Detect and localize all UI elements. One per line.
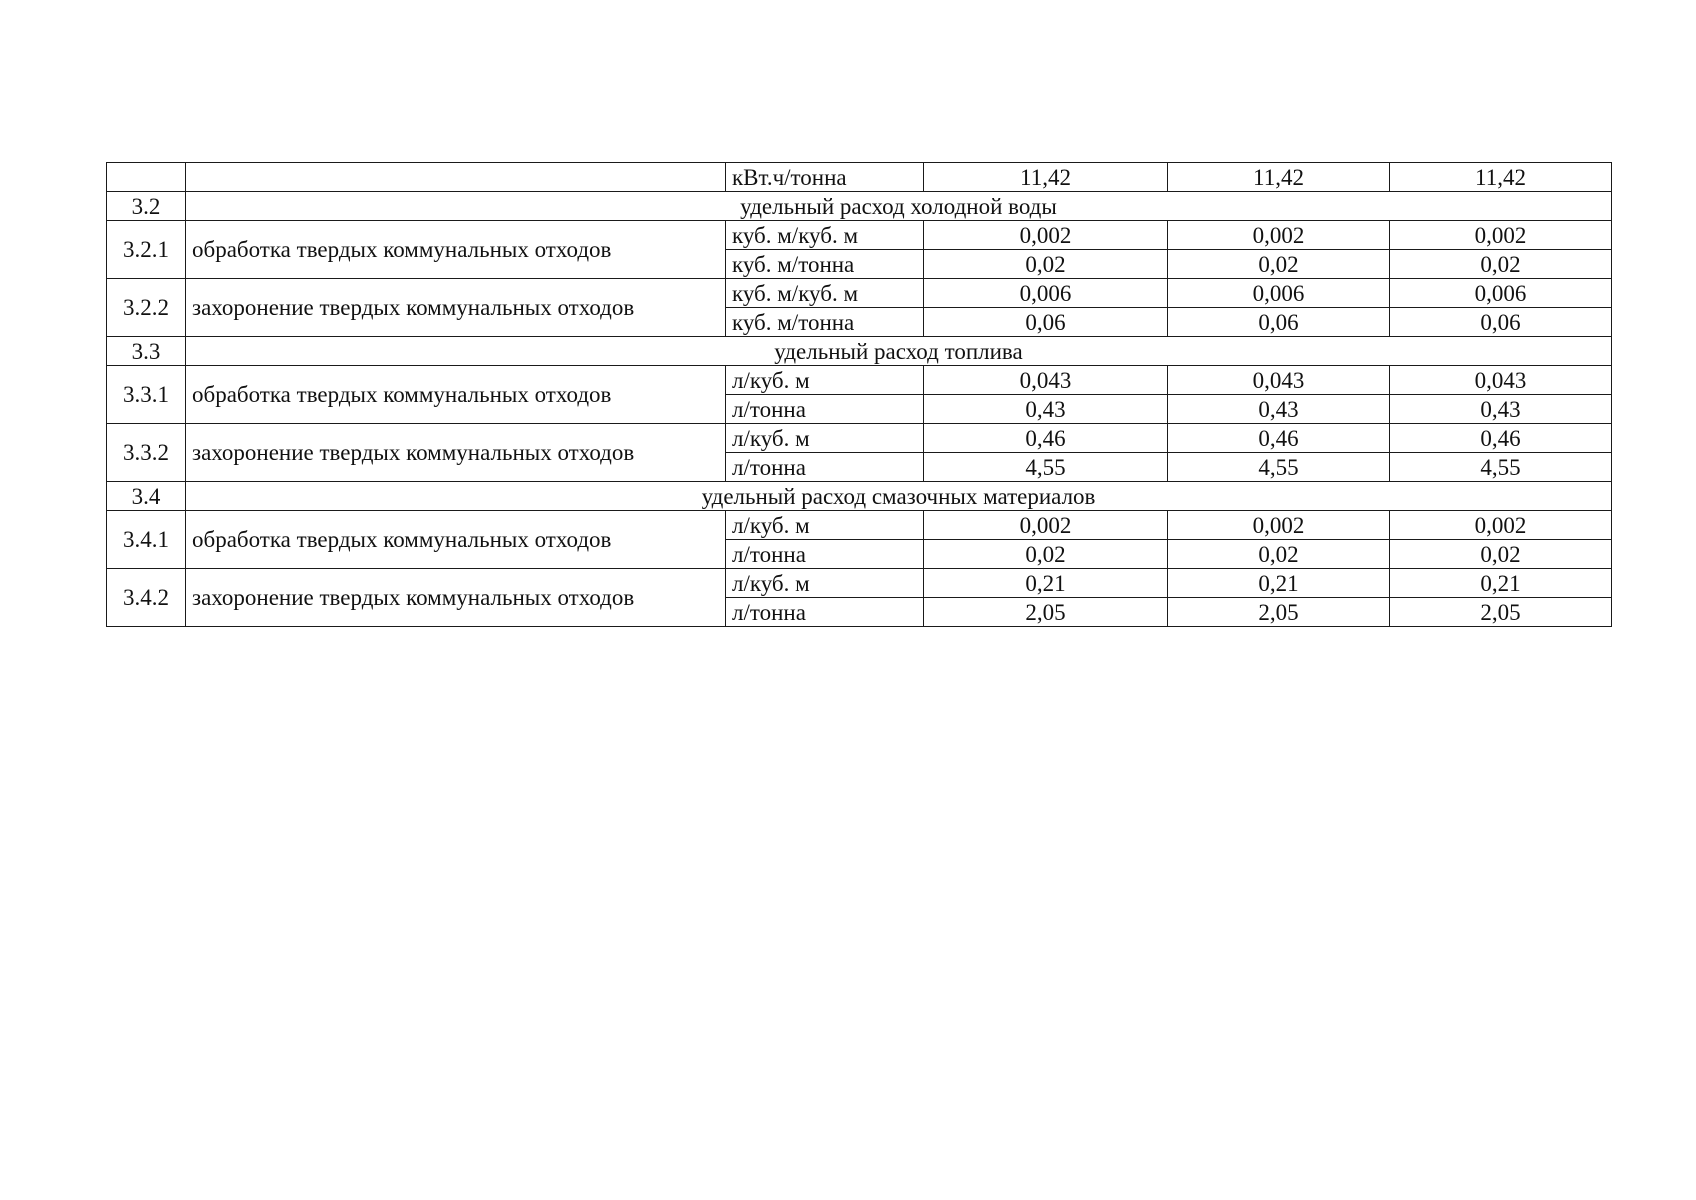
item-number: 3.3.1 [107,366,186,424]
value-cell: 0,006 [924,279,1168,308]
item-name: захоронение твердых коммунальных отходов [186,569,726,627]
value-cell: 0,02 [1390,250,1612,279]
value-cell: 0,002 [1168,511,1390,540]
section-title: удельный расход топлива [186,337,1612,366]
value-cell: 0,43 [924,395,1168,424]
section-number: 3.3 [107,337,186,366]
row-name-cell [186,163,726,192]
value-cell: 0,02 [1390,540,1612,569]
value-cell: 0,21 [1390,569,1612,598]
value-cell: 0,006 [1168,279,1390,308]
table-row [107,163,1612,192]
section-header-row [107,337,1612,366]
value-cell: 4,55 [1168,453,1390,482]
value-cell: 0,02 [924,540,1168,569]
norms-table-body [107,163,1612,627]
value-cell: 0,002 [924,221,1168,250]
unit-cell: куб. м/куб. м [726,221,924,250]
value-cell: 0,46 [924,424,1168,453]
section-header-row [107,482,1612,511]
unit-cell: л/тонна [726,598,924,627]
item-number: 3.3.2 [107,424,186,482]
value-cell: 0,43 [1168,395,1390,424]
section-title: удельный расход холодной воды [186,192,1612,221]
unit-cell: л/тонна [726,540,924,569]
value-cell: 0,02 [1168,540,1390,569]
unit-cell: л/куб. м [726,511,924,540]
value-cell: 0,06 [1390,308,1612,337]
value-cell: 11,42 [1390,163,1612,192]
value-cell: 0,06 [1168,308,1390,337]
value-cell: 0,46 [1168,424,1390,453]
value-cell: 0,002 [1390,221,1612,250]
value-cell: 0,002 [1168,221,1390,250]
value-cell: 11,42 [924,163,1168,192]
value-cell: 0,43 [1390,395,1612,424]
item-name: захоронение твердых коммунальных отходов [186,424,726,482]
value-cell: 0,006 [1390,279,1612,308]
section-number: 3.4 [107,482,186,511]
unit-cell: куб. м/тонна [726,308,924,337]
unit-cell: куб. м/тонна [726,250,924,279]
unit-cell: л/куб. м [726,424,924,453]
section-title: удельный расход смазочных материалов [186,482,1612,511]
value-cell: 0,02 [1168,250,1390,279]
value-cell: 0,06 [924,308,1168,337]
row-number-cell [107,163,186,192]
value-cell: 0,002 [924,511,1168,540]
unit-cell: л/куб. м [726,569,924,598]
value-cell: 0,002 [1390,511,1612,540]
value-cell: 0,21 [1168,569,1390,598]
value-cell: 11,42 [1168,163,1390,192]
table-row [107,424,1612,453]
table-row [107,511,1612,540]
unit-cell: л/тонна [726,395,924,424]
value-cell: 2,05 [1168,598,1390,627]
value-cell: 2,05 [924,598,1168,627]
table-row [107,279,1612,308]
value-cell: 4,55 [924,453,1168,482]
item-number: 3.4.1 [107,511,186,569]
value-cell: 2,05 [1390,598,1612,627]
table-row [107,221,1612,250]
value-cell: 0,02 [924,250,1168,279]
value-cell: 0,043 [1390,366,1612,395]
item-name: обработка твердых коммунальных отходов [186,366,726,424]
norms-table [106,162,1612,627]
table-row [107,366,1612,395]
value-cell: 0,043 [924,366,1168,395]
section-number: 3.2 [107,192,186,221]
item-name: захоронение твердых коммунальных отходов [186,279,726,337]
item-name: обработка твердых коммунальных отходов [186,221,726,279]
table-row [107,569,1612,598]
unit-cell: куб. м/куб. м [726,279,924,308]
unit-cell: л/тонна [726,453,924,482]
value-cell: 0,043 [1168,366,1390,395]
item-number: 3.4.2 [107,569,186,627]
item-name: обработка твердых коммунальных отходов [186,511,726,569]
value-cell: 0,46 [1390,424,1612,453]
section-header-row [107,192,1612,221]
value-cell: 4,55 [1390,453,1612,482]
unit-cell: кВт.ч/тонна [726,163,924,192]
item-number: 3.2.1 [107,221,186,279]
unit-cell: л/куб. м [726,366,924,395]
value-cell: 0,21 [924,569,1168,598]
item-number: 3.2.2 [107,279,186,337]
